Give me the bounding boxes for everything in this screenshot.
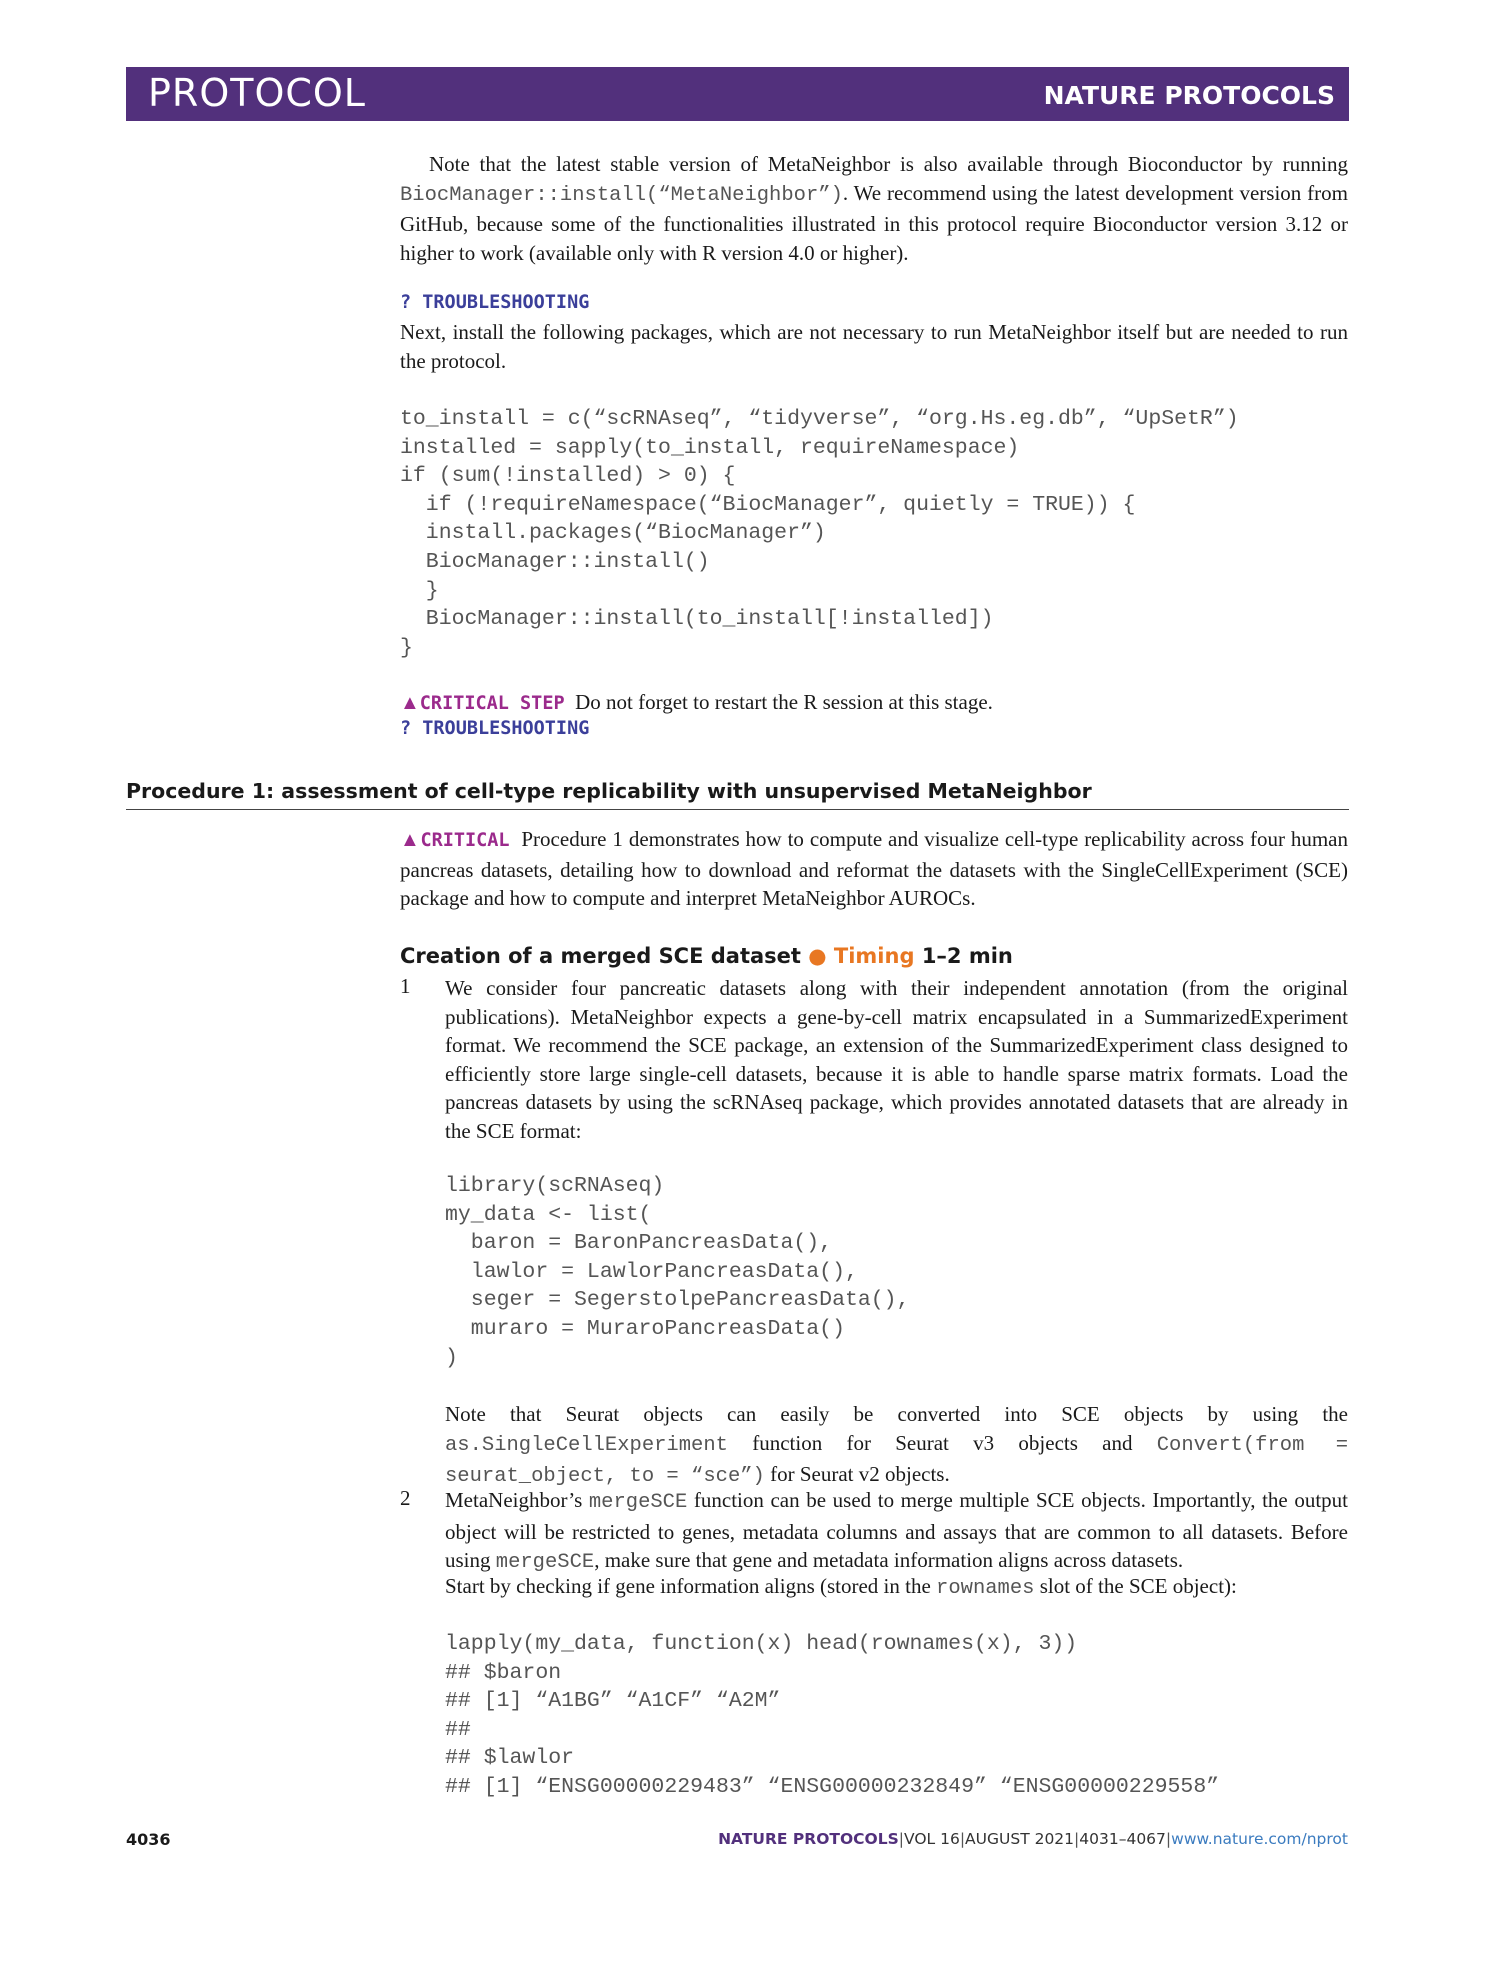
critical-step-note (400, 688, 1348, 719)
timing-label: Timing (833, 944, 915, 968)
page-number: 4036 (126, 1830, 171, 1849)
install-code-block: to_install = c(“scRNAseq”, “tidyverse”, “org.Hs.eg.db”, “UpSetR”) installed = sapply(to_install, requireNamespace) if (sum(!installed) > 0) { if (!requireNamespace(“BiocManager”, quietly = TRUE)) { install.packages(“BiocManager”) BiocManager::install() } BiocManager::install(to_install[!installed]) } (400, 407, 1239, 660)
separator: | (1074, 1830, 1080, 1848)
inline-code: BiocManager::install(“MetaNeighbor”) (400, 183, 843, 207)
seurat-note (445, 1400, 1348, 1492)
procedure-critical-note (400, 825, 1348, 913)
footer-journal: NATURE PROTOCOLS (718, 1830, 899, 1848)
timing-value: 1–2 min (921, 944, 1013, 968)
step-1-text: We consider four pancreatic datasets along with their independent annotation (from the original publications). MetaNeighbor expects a gene-by-cell matrix encapsulated in a SummarizedExperiment format. We recommend the SCE package, an extension of the SummarizedExperiment class designed to efficiently store large single-cell datasets, because it is able to handle sparse matrix formats. Load the pancreas datasets by using the scRNAseq package, which provides annotated datasets that are already in the SCE format: (445, 976, 1348, 1143)
step-2-gene-check (445, 1572, 1348, 1604)
step-number: 2 (400, 1486, 411, 1510)
inline-code: mergeSCE (588, 1491, 688, 1514)
separator: | (1165, 1830, 1172, 1848)
step-2-text (445, 1486, 1348, 1578)
intro-paragraph (400, 150, 1348, 267)
step-2-text-e: slot of the SCE object): (1034, 1574, 1237, 1598)
intro-text-a: Note that the latest stable version of MetaNeighbor is also available through Bioconductor by running (429, 152, 1348, 176)
separator: | (959, 1830, 966, 1848)
step-2-text-c: , make sure that gene and metadata information aligns across datasets. (594, 1548, 1184, 1573)
footer-citation (718, 1830, 1348, 1848)
step-2-text-a: MetaNeighbor’s (445, 1488, 589, 1512)
load-data-code-block: library(scRNAseq) my_data <- list( baron = BaronPancreasData(), lawlor = LawlorPancreasData(), seger = SegerstolpePancreasData(), muraro = MuraroPancreasData() ) (445, 1174, 910, 1370)
note-text-a: Note that Seurat objects can easily be converted into SCE objects by using the (445, 1402, 1348, 1426)
inline-code: as.SingleCellExperiment (445, 1433, 728, 1457)
footer-url-link[interactable]: www.nature.com/nprot (1171, 1830, 1348, 1848)
note-text-c: for Seurat v2 objects. (764, 1462, 950, 1487)
step-2-text-d: Start by checking if gene information aligns (stored in the (445, 1574, 937, 1598)
critical-text: Procedure 1 demonstrates how to compute and visualize cell-type replicability across four human pancreas datasets, detailing how to download and reformat the datasets with the SingleCellExperiment (SCE) package and how to compute and interpret MetaNeighbor AUROCs. (400, 827, 1348, 911)
header-section-label: PROTOCOL (148, 71, 366, 115)
critical-step-text: Do not forget to restart the R session at this stage. (575, 690, 993, 714)
inline-code: Convert(from = seurat_object, to = “sce”) (445, 1433, 1348, 1489)
note-text-b: function for Seurat v3 objects and (727, 1430, 1157, 1455)
troubleshooting-link[interactable]: ? TROUBLESHOOTING (400, 292, 590, 313)
subsection-title (400, 944, 1013, 968)
footer-date: AUGUST 2021 (965, 1830, 1075, 1848)
procedure-title: Procedure 1: assessment of cell-type replicability with unsupervised MetaNeighbor (126, 779, 1349, 810)
triangle-icon: ▲ (400, 692, 420, 714)
critical-label: CRITICAL (420, 830, 510, 851)
header-journal-name: NATURE PROTOCOLS (1043, 81, 1335, 110)
step-2-text-b: function can be used to merge multiple SCE objects. Importantly, the output object will be restricted to genes, metadata columns and assays that are common to all datasets. Before using (445, 1488, 1348, 1573)
inline-code: mergeSCE (495, 1551, 595, 1575)
install-paragraph: Next, install the following packages, which are not necessary to run MetaNeighbor itself but are needed to run the protocol. (400, 320, 1348, 373)
troubleshooting-link-2[interactable]: ? TROUBLESHOOTING (400, 718, 590, 739)
rownames-code-block: lapply(my_data, function(x) head(rownames(x), 3)) ## $baron ## [1] “A1BG” “A1CF” “A2M” ## ## $lawlor ## [1] “ENSG00000229483” “ENSG00000232849” “ENSG00000229558” (445, 1632, 1220, 1799)
subsection-title-text: Creation of a merged SCE dataset (400, 944, 801, 968)
inline-code: rownames (936, 1577, 1035, 1600)
triangle-icon: ▲ (400, 829, 421, 851)
step-number: 1 (400, 974, 411, 998)
page-header (126, 67, 1349, 121)
footer-volume: VOL 16 (903, 1830, 960, 1848)
critical-step-label: CRITICAL STEP (419, 693, 565, 714)
timing-dot-icon: ● (808, 944, 827, 968)
footer-pages: 4031–4067 (1079, 1830, 1166, 1848)
intro-text-b: . We recommend using the latest development version from GitHub, because some of the functionalities illustrated in this protocol require Bioconductor version 3.12 or higher to work (available only with R version 4.0 or higher). (400, 180, 1348, 265)
separator: | (898, 1830, 904, 1848)
